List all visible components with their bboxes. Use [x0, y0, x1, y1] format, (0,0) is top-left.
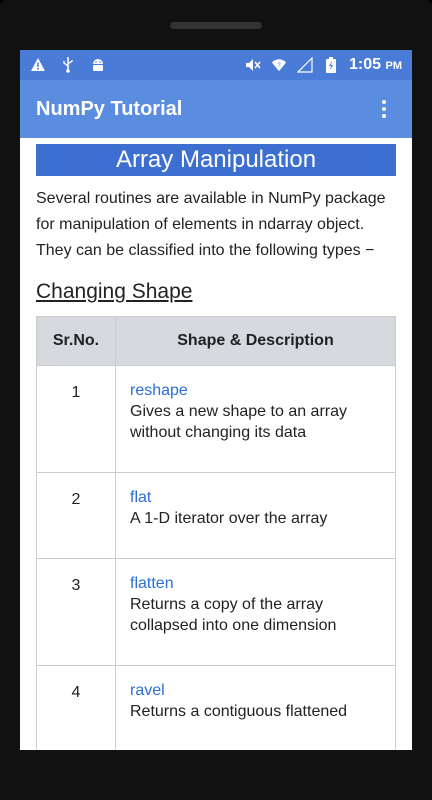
- table-header-description: Shape & Description: [116, 317, 396, 366]
- function-link[interactable]: flatten: [130, 575, 174, 592]
- row-description-cell: [116, 559, 396, 666]
- function-link[interactable]: ravel: [130, 682, 165, 699]
- table-header-row: [37, 317, 396, 366]
- function-description: Gives a new shape to an array without changing its data: [130, 403, 348, 441]
- intro-paragraph: Several routines are available in NumPy package for manipulation of elements in ndarray object. They can be classified into the following types −: [36, 190, 386, 259]
- screen: [20, 50, 412, 750]
- warning-icon: [30, 57, 46, 73]
- function-description: Returns a copy of the array collapsed into one dimension: [130, 596, 337, 634]
- battery-icon: [323, 57, 339, 73]
- section-title: Changing Shape: [36, 280, 193, 303]
- usb-icon: [60, 57, 76, 73]
- status-bar: [20, 50, 412, 80]
- status-clock: 1:05 PM: [349, 56, 402, 73]
- row-description-cell: [116, 666, 396, 751]
- row-description-cell: [116, 473, 396, 559]
- app-title: NumPy Tutorial: [36, 97, 183, 120]
- phone-bottom-bezel: [0, 750, 432, 800]
- row-description-cell: [116, 366, 396, 473]
- function-description: A 1-D iterator over the array: [130, 510, 328, 527]
- signal-icon: [297, 57, 313, 73]
- table-row: [37, 366, 396, 473]
- page-content: [20, 138, 412, 750]
- page-heading: Array Manipulation: [36, 144, 396, 176]
- table-row: [37, 473, 396, 559]
- table-header-srno: Sr.No.: [37, 317, 116, 366]
- row-number: 4: [37, 666, 116, 751]
- function-description: Returns a contiguous flattened: [130, 703, 348, 720]
- svg-text:?: ?: [277, 61, 281, 69]
- row-number: 2: [37, 473, 116, 559]
- row-number: 3: [37, 559, 116, 666]
- android-icon: [90, 57, 106, 73]
- function-link[interactable]: flat: [130, 489, 152, 506]
- shape-table: [36, 316, 396, 750]
- wifi-icon: [271, 57, 287, 73]
- app-bar: [20, 80, 412, 138]
- table-row: [37, 559, 396, 666]
- row-number: 1: [37, 366, 116, 473]
- overflow-menu-icon[interactable]: [372, 97, 396, 121]
- mute-icon: [245, 57, 261, 73]
- table-row: [37, 666, 396, 751]
- function-link[interactable]: reshape: [130, 382, 188, 399]
- speaker-grille: [170, 22, 262, 29]
